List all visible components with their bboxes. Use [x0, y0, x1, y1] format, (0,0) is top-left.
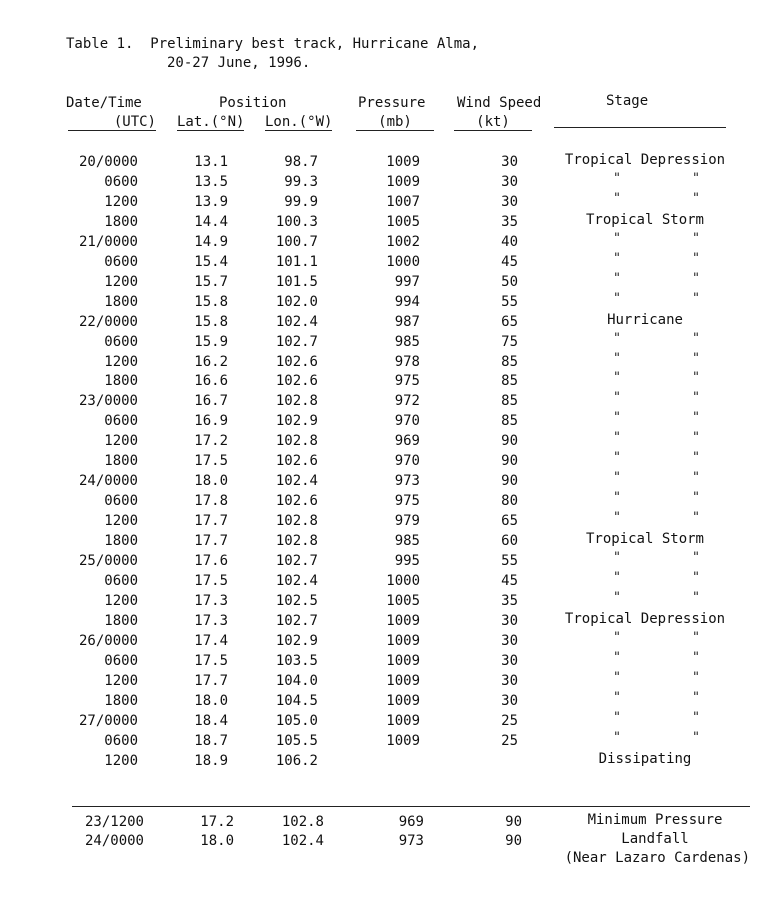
stage-ditto-mark: " — [614, 231, 620, 246]
lon-cell: 102.4 — [275, 473, 318, 489]
pressure-cell: 1009 — [386, 613, 420, 629]
stage-ditto-mark: " — [693, 550, 699, 565]
time-cell: 0600 — [104, 334, 138, 350]
time-cell: 23/0000 — [78, 393, 138, 409]
lat-cell: 17.5 — [194, 653, 228, 669]
wind-cell: 45 — [501, 254, 518, 270]
pressure-cell: 1009 — [386, 693, 420, 709]
stage-cell: Landfall — [621, 831, 689, 847]
stage-ditto-mark: " — [693, 331, 699, 346]
stage-ditto-mark: " — [693, 650, 699, 665]
time-cell: 27/0000 — [78, 713, 138, 729]
lon-cell: 102.8 — [275, 393, 318, 409]
stage-ditto-mark: " — [614, 670, 620, 685]
wind-cell: 30 — [501, 673, 518, 689]
lon-cell: 99.3 — [284, 174, 318, 190]
wind-cell: 30 — [501, 174, 518, 190]
stage-ditto-mark: " — [693, 410, 699, 425]
pressure-cell: 1005 — [386, 593, 420, 609]
wind-cell: 80 — [501, 493, 518, 509]
summary-divider — [72, 806, 750, 807]
stage-ditto-mark: " — [614, 550, 620, 565]
stage-ditto-mark: " — [693, 490, 699, 505]
wind-cell: 35 — [501, 593, 518, 609]
lat-cell: 17.3 — [194, 593, 228, 609]
wind-cell: 85 — [501, 373, 518, 389]
lat-cell: 13.1 — [194, 154, 228, 170]
stage-ditto-mark: " — [614, 650, 620, 665]
lon-cell: 102.8 — [275, 433, 318, 449]
lat-cell: 18.0 — [194, 473, 228, 489]
time-cell: 1200 — [104, 354, 138, 370]
pressure-cell: 1007 — [386, 194, 420, 210]
stage-ditto-mark: " — [693, 351, 699, 366]
wind-cell: 90 — [501, 473, 518, 489]
lat-cell: 17.4 — [194, 633, 228, 649]
wind-cell: 65 — [501, 314, 518, 330]
lat-cell: 15.7 — [194, 274, 228, 290]
stage-cell: Tropical Storm — [585, 212, 704, 228]
lon-cell: 102.4 — [281, 833, 324, 849]
wind-cell: 85 — [501, 413, 518, 429]
lon-cell: 102.8 — [275, 533, 318, 549]
stage-ditto-mark: " — [614, 450, 620, 465]
time-cell: 1800 — [104, 373, 138, 389]
wind-cell: 55 — [501, 294, 518, 310]
pressure-cell: 985 — [394, 533, 420, 549]
stage-ditto-mark: " — [614, 590, 620, 605]
stage-ditto-mark: " — [693, 231, 699, 246]
lon-cell: 102.5 — [275, 593, 318, 609]
stage-ditto-mark: " — [693, 291, 699, 306]
stage-ditto-mark: " — [693, 730, 699, 745]
stage-ditto-mark: " — [693, 171, 699, 186]
lon-cell: 102.7 — [275, 613, 318, 629]
header-pressure: Pressure — [358, 95, 426, 111]
pressure-cell: 969 — [394, 433, 420, 449]
wind-cell: 45 — [501, 573, 518, 589]
time-cell: 1800 — [104, 613, 138, 629]
lat-cell: 15.8 — [194, 294, 228, 310]
header-kt: (kt) — [454, 114, 532, 131]
lat-cell: 18.7 — [194, 733, 228, 749]
stage-cell: Dissipating — [598, 751, 692, 767]
wind-cell: 85 — [501, 393, 518, 409]
time-cell: 21/0000 — [78, 234, 138, 250]
stage-note: (Near Lazaro Cardenas) — [564, 850, 750, 866]
stage-cell: Tropical Depression — [564, 611, 726, 627]
lon-cell: 102.6 — [275, 453, 318, 469]
pressure-cell: 1005 — [386, 214, 420, 230]
time-cell: 1200 — [104, 673, 138, 689]
lat-cell: 15.8 — [194, 314, 228, 330]
time-cell: 1800 — [104, 294, 138, 310]
time-cell: 1800 — [104, 453, 138, 469]
time-cell: 26/0000 — [78, 633, 138, 649]
stage-ditto-mark: " — [693, 251, 699, 266]
table-title-line2: 20-27 June, 1996. — [167, 55, 311, 71]
pressure-cell: 1000 — [386, 573, 420, 589]
stage-ditto-mark: " — [614, 390, 620, 405]
pressure-cell: 969 — [398, 814, 424, 830]
lat-cell: 14.9 — [194, 234, 228, 250]
lat-cell: 17.7 — [194, 513, 228, 529]
pressure-cell: 1009 — [386, 713, 420, 729]
stage-ditto-mark: " — [693, 450, 699, 465]
lon-cell: 98.7 — [284, 154, 318, 170]
time-cell: 23/1200 — [84, 814, 144, 830]
lon-cell: 102.6 — [275, 373, 318, 389]
lat-cell: 17.7 — [194, 673, 228, 689]
stage-ditto-mark: " — [693, 271, 699, 286]
wind-cell: 30 — [501, 154, 518, 170]
lon-cell: 102.8 — [281, 814, 324, 830]
header-utc: (UTC) — [68, 114, 156, 131]
stage-ditto-mark: " — [614, 490, 620, 505]
lat-cell: 13.5 — [194, 174, 228, 190]
wind-cell: 30 — [501, 613, 518, 629]
pressure-cell: 1000 — [386, 254, 420, 270]
pressure-cell: 1009 — [386, 154, 420, 170]
pressure-cell: 978 — [394, 354, 420, 370]
stage-ditto-mark: " — [614, 370, 620, 385]
header-lat: Lat.(°N) — [177, 114, 245, 130]
stage-ditto-mark: " — [614, 690, 620, 705]
stage-ditto-mark: " — [614, 191, 620, 206]
stage-ditto-mark: " — [693, 590, 699, 605]
stage-ditto-mark: " — [614, 730, 620, 745]
lon-cell: 102.0 — [275, 294, 318, 310]
lon-cell: 102.6 — [275, 354, 318, 370]
time-cell: 1800 — [104, 214, 138, 230]
stage-ditto-mark: " — [693, 570, 699, 585]
stage-ditto-mark: " — [614, 710, 620, 725]
wind-cell: 90 — [501, 453, 518, 469]
lat-cell: 17.2 — [200, 814, 234, 830]
stage-ditto-mark: " — [693, 191, 699, 206]
time-cell: 22/0000 — [78, 314, 138, 330]
stage-ditto-mark: " — [693, 390, 699, 405]
stage-ditto-mark: " — [614, 630, 620, 645]
lon-cell: 102.6 — [275, 493, 318, 509]
lon-cell: 101.1 — [275, 254, 318, 270]
lon-cell: 101.5 — [275, 274, 318, 290]
wind-cell: 25 — [501, 733, 518, 749]
wind-cell: 90 — [505, 833, 522, 849]
stage-cell: Tropical Storm — [585, 531, 704, 547]
stage-ditto-mark: " — [614, 351, 620, 366]
stage-ditto-mark: " — [614, 291, 620, 306]
lon-cell: 102.9 — [275, 413, 318, 429]
lat-cell: 18.0 — [194, 693, 228, 709]
lat-cell: 16.7 — [194, 393, 228, 409]
wind-cell: 60 — [501, 533, 518, 549]
pressure-cell: 979 — [394, 513, 420, 529]
lon-cell: 105.0 — [275, 713, 318, 729]
stage-ditto-mark: " — [614, 470, 620, 485]
pressure-cell: 1009 — [386, 174, 420, 190]
stage-ditto-mark: " — [693, 670, 699, 685]
stage-ditto-mark: " — [614, 430, 620, 445]
stage-ditto-mark: " — [614, 331, 620, 346]
lat-cell: 15.9 — [194, 334, 228, 350]
wind-cell: 30 — [501, 194, 518, 210]
pressure-cell: 995 — [394, 553, 420, 569]
time-cell: 1800 — [104, 693, 138, 709]
stage-cell: Tropical Depression — [564, 152, 726, 168]
lon-cell: 100.3 — [275, 214, 318, 230]
header-datetime: Date/Time — [66, 95, 142, 111]
stage-ditto-mark: " — [614, 251, 620, 266]
wind-cell: 40 — [501, 234, 518, 250]
pressure-cell: 973 — [394, 473, 420, 489]
lat-cell: 16.6 — [194, 373, 228, 389]
lat-cell: 17.5 — [194, 453, 228, 469]
pressure-cell: 985 — [394, 334, 420, 350]
lon-cell: 104.5 — [275, 693, 318, 709]
wind-cell: 30 — [501, 653, 518, 669]
lon-cell: 103.5 — [275, 653, 318, 669]
pressure-cell: 1009 — [386, 733, 420, 749]
wind-cell: 75 — [501, 334, 518, 350]
lat-cell: 16.9 — [194, 413, 228, 429]
stage-cell: Hurricane — [607, 312, 683, 328]
stage-ditto-mark: " — [614, 171, 620, 186]
lon-cell: 102.8 — [275, 513, 318, 529]
lat-cell: 17.2 — [194, 433, 228, 449]
stage-ditto-mark: " — [693, 510, 699, 525]
time-cell: 0600 — [104, 493, 138, 509]
stage-ditto-mark: " — [693, 430, 699, 445]
lat-cell: 17.5 — [194, 573, 228, 589]
pressure-cell: 987 — [394, 314, 420, 330]
lat-cell: 14.4 — [194, 214, 228, 230]
lat-cell: 15.4 — [194, 254, 228, 270]
lat-cell: 17.8 — [194, 493, 228, 509]
time-cell: 0600 — [104, 573, 138, 589]
lon-cell: 102.7 — [275, 553, 318, 569]
time-cell: 0600 — [104, 733, 138, 749]
header-wind: Wind Speed — [457, 95, 542, 111]
lon-cell: 100.7 — [275, 234, 318, 250]
lat-cell: 17.3 — [194, 613, 228, 629]
stage-ditto-mark: " — [614, 510, 620, 525]
time-cell: 1200 — [104, 513, 138, 529]
pressure-cell: 1009 — [386, 673, 420, 689]
lat-cell: 13.9 — [194, 194, 228, 210]
stage-cell: Minimum Pressure — [587, 812, 723, 828]
stage-ditto-mark: " — [693, 470, 699, 485]
header-stage: Stage — [606, 93, 649, 109]
lon-cell: 104.0 — [275, 673, 318, 689]
pressure-cell: 1002 — [386, 234, 420, 250]
time-cell: 0600 — [104, 653, 138, 669]
time-cell: 1200 — [104, 274, 138, 290]
pressure-cell: 1009 — [386, 633, 420, 649]
lat-cell: 17.6 — [194, 553, 228, 569]
lon-cell: 105.5 — [275, 733, 318, 749]
stage-ditto-mark: " — [614, 570, 620, 585]
pressure-cell: 970 — [394, 453, 420, 469]
time-cell: 1800 — [104, 533, 138, 549]
time-cell: 1200 — [104, 433, 138, 449]
stage-ditto-mark: " — [614, 410, 620, 425]
pressure-cell: 975 — [394, 373, 420, 389]
time-cell: 1200 — [104, 593, 138, 609]
wind-cell: 50 — [501, 274, 518, 290]
time-cell: 0600 — [104, 254, 138, 270]
table-title-line1: Table 1. Preliminary best track, Hurricane Alma, — [66, 36, 480, 52]
lat-cell: 18.4 — [194, 713, 228, 729]
lat-cell: 18.9 — [194, 753, 228, 769]
time-cell: 20/0000 — [78, 154, 138, 170]
wind-cell: 30 — [501, 633, 518, 649]
wind-cell: 90 — [501, 433, 518, 449]
header-mb: (mb) — [356, 114, 434, 131]
pressure-cell: 970 — [394, 413, 420, 429]
pressure-cell: 973 — [398, 833, 424, 849]
lon-cell: 102.9 — [275, 633, 318, 649]
stage-ditto-mark: " — [693, 710, 699, 725]
lon-cell: 106.2 — [275, 753, 318, 769]
wind-cell: 25 — [501, 713, 518, 729]
lon-cell: 99.9 — [284, 194, 318, 210]
wind-cell: 55 — [501, 553, 518, 569]
time-cell: 1200 — [104, 753, 138, 769]
wind-cell: 65 — [501, 513, 518, 529]
time-cell: 1200 — [104, 194, 138, 210]
header-position: Position — [219, 95, 287, 111]
stage-ditto-mark: " — [693, 370, 699, 385]
pressure-cell: 994 — [394, 294, 420, 310]
header-lon: Lon.(°W) — [265, 114, 333, 130]
pressure-cell: 972 — [394, 393, 420, 409]
wind-cell: 85 — [501, 354, 518, 370]
pressure-cell: 975 — [394, 493, 420, 509]
lon-cell: 102.4 — [275, 573, 318, 589]
lon-cell: 102.7 — [275, 334, 318, 350]
pressure-cell: 1009 — [386, 653, 420, 669]
wind-cell: 90 — [505, 814, 522, 830]
stage-ditto-mark: " — [693, 630, 699, 645]
pressure-cell: 997 — [394, 274, 420, 290]
lat-cell: 16.2 — [194, 354, 228, 370]
lat-cell: 17.7 — [194, 533, 228, 549]
time-cell: 24/0000 — [84, 833, 144, 849]
stage-ditto-mark: " — [693, 690, 699, 705]
wind-cell: 35 — [501, 214, 518, 230]
time-cell: 0600 — [104, 413, 138, 429]
stage-underline — [554, 127, 726, 128]
stage-ditto-mark: " — [614, 271, 620, 286]
lon-cell: 102.4 — [275, 314, 318, 330]
time-cell: 24/0000 — [78, 473, 138, 489]
lat-cell: 18.0 — [200, 833, 234, 849]
wind-cell: 30 — [501, 693, 518, 709]
time-cell: 25/0000 — [78, 553, 138, 569]
time-cell: 0600 — [104, 174, 138, 190]
